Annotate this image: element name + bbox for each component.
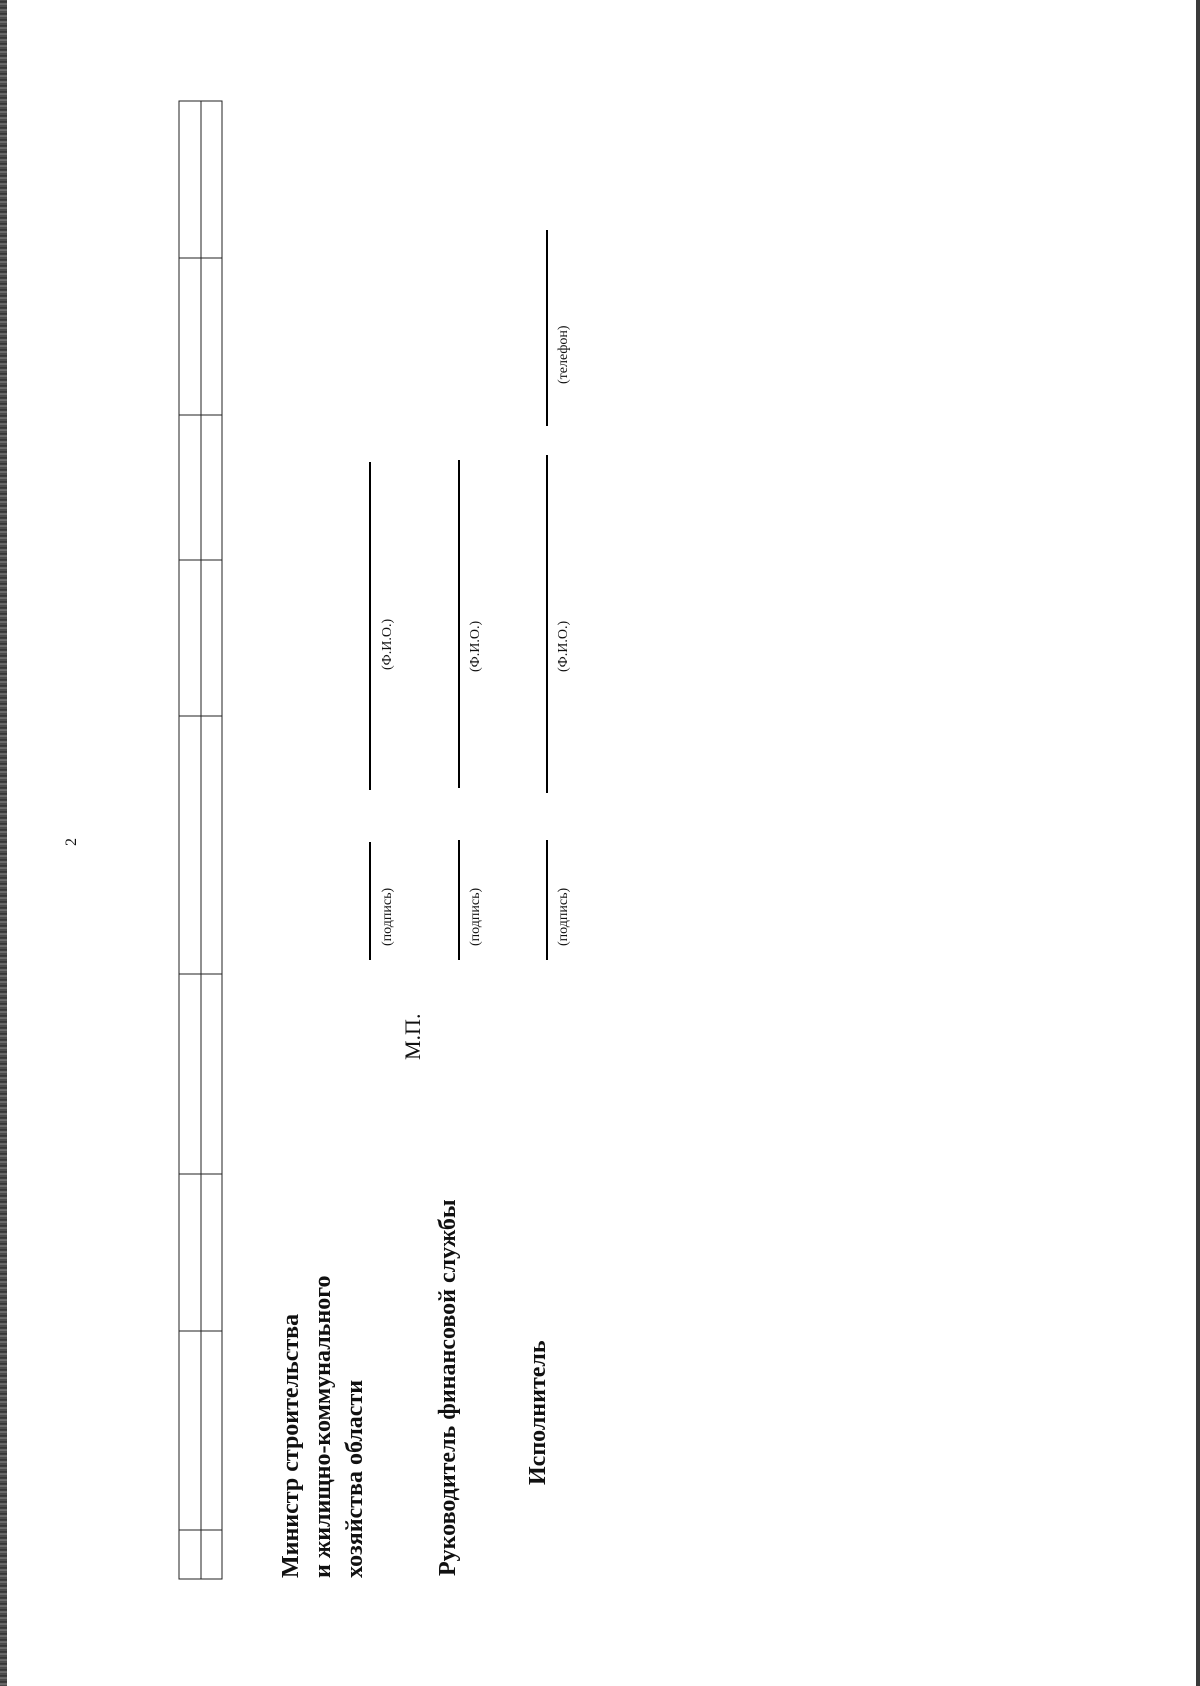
finance-signature-caption: (подпись) [468,887,483,946]
minister-title-line: и жилищно-коммунального [310,1275,336,1578]
finance-head-title: Руководитель финансовой службы [435,1199,461,1576]
executor-phone-line [546,230,548,426]
executor-name-caption: (Ф.И.О.) [556,620,571,672]
finance-signature-line [458,840,460,960]
minister-title [275,1275,371,1578]
executor-signature-caption: (подпись) [556,887,571,946]
finance-name-line [458,460,460,788]
executor-phone-caption: (телефон) [556,325,571,384]
minister-signature-line [369,842,371,960]
minister-name-caption: (Ф.И.О.) [380,618,395,670]
executor-name-line [546,455,548,793]
executor-title: Исполнитель [525,1340,551,1485]
minister-signature-caption: (подпись) [380,887,395,946]
executor-signature-line [546,840,548,960]
minister-name-line [369,462,371,790]
stamp-placeholder: М.П. [400,1013,425,1060]
page-number: 2 [63,838,80,846]
minister-title-line: Министр строительства [278,1313,304,1578]
finance-name-caption: (Ф.И.О.) [468,620,483,672]
minister-title-line: хозяйства области [342,1379,368,1578]
